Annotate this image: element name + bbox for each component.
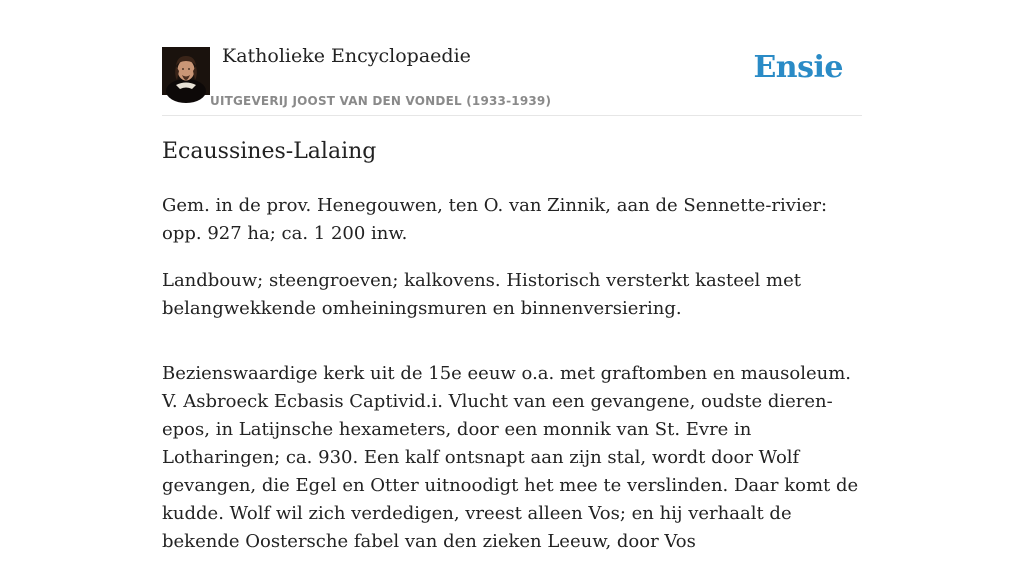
site-header <box>162 0 862 116</box>
brand-logo[interactable]: Ensie <box>753 50 843 85</box>
article-paragraph-3: Bezienswaardige kerk uit de 15e eeuw o.a. met graftomben en mausoleum. V. Asbroeck Ecbasis Captivid.i. Vlucht van een gevangene, oudste dieren-epos, in Latijnsche hexameters, door een monnik van St. Evre in Lotharingen; ca. 930. Een kalf ontsnapt aan zijn stal, wordt door Wolf gevangen, die Egel en Otter uitnoodigt het mee te verslinden. Daar komt de kudde. Wolf wil zich verdedigen, vreest alleen Vos; en hij verhaalt de bekende Oostersche fabel van den zieken Leeuw, door Vos <box>162 363 859 552</box>
article-title: Ecaussines-Lalaing <box>162 139 377 164</box>
article-paragraph-2: Landbouw; steengroeven; kalkovens. Historisch versterkt kasteel met belangwekkende omheiningsmuren en binnenversiering. <box>162 270 801 319</box>
portrait-icon <box>162 47 210 95</box>
article-paragraph-1: Gem. in de prov. Henegouwen, ten O. van Zinnik, aan de Sennette-rivier: opp. 927 ha; ca. 1 200 inw. <box>162 195 828 244</box>
content-container <box>162 0 862 552</box>
publication-title[interactable]: Katholieke Encyclopaedie <box>222 45 471 67</box>
publication-avatar[interactable] <box>162 47 210 95</box>
article-body <box>162 192 862 575</box>
publisher-name: UITGEVERIJ JOOST VAN DEN VONDEL (1933-1939) <box>210 94 552 108</box>
